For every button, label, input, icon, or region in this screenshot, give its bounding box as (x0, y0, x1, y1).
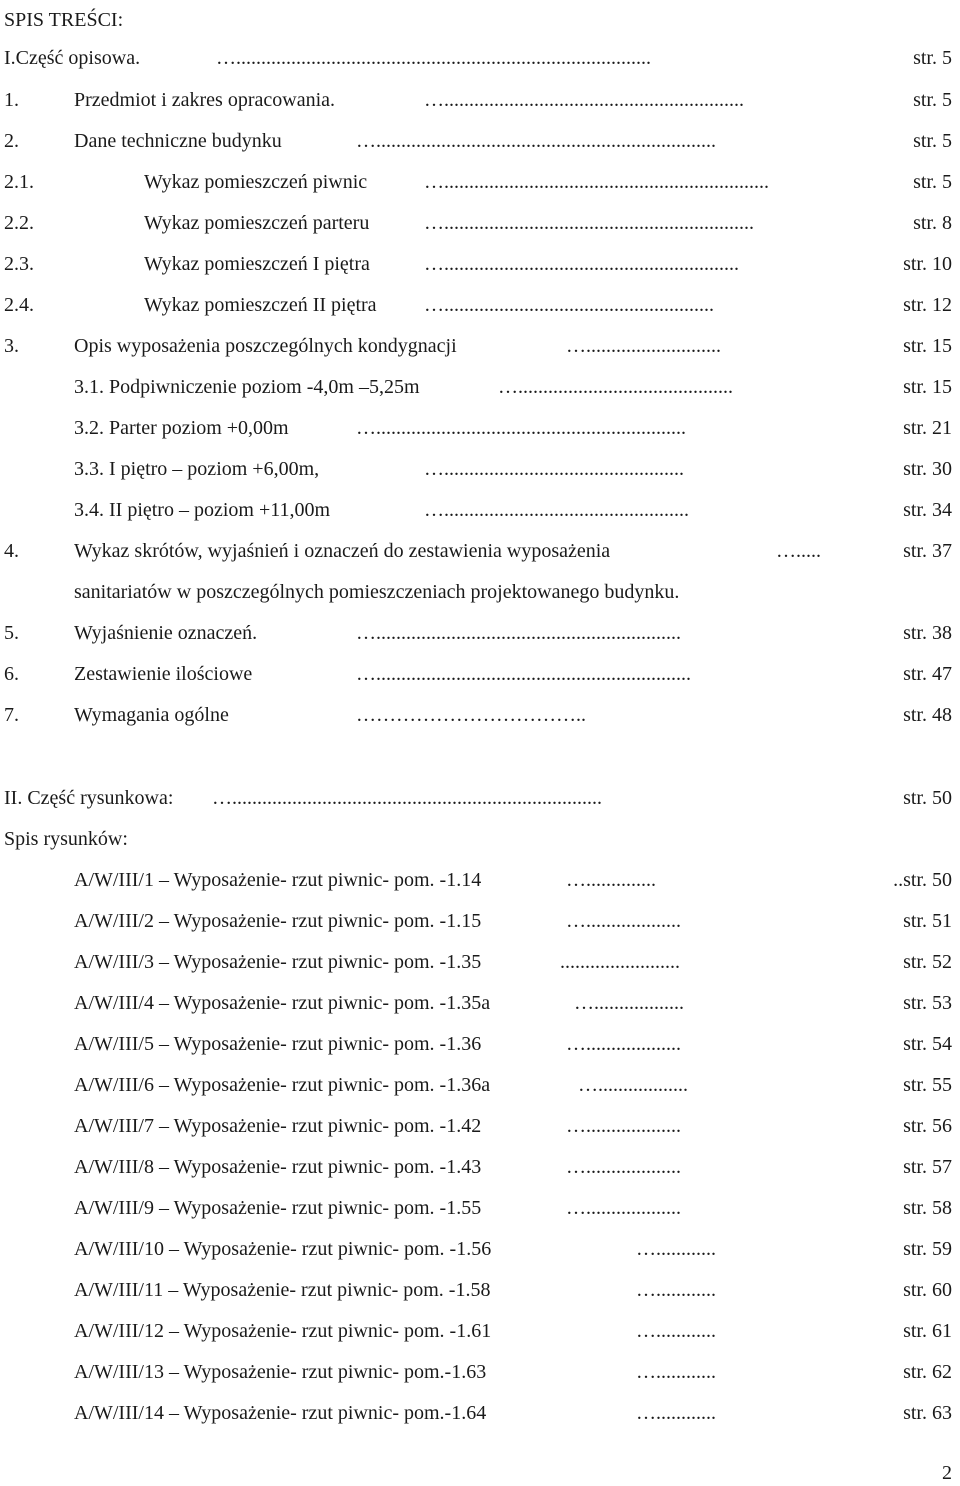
toc-entry (0, 496, 960, 524)
entry-leader: …............................................................... (356, 663, 691, 685)
drawing-page: str. 53 (903, 992, 952, 1014)
entry-leader: …............................................................. (356, 622, 681, 644)
drawing-entry (0, 1358, 960, 1386)
drawing-label: A/W/III/8 – Wyposażenie- rzut piwnic- pom. -1.43 (74, 1156, 482, 1178)
toc-entry-continuation (0, 578, 960, 606)
entry-page: str. 48 (903, 704, 952, 726)
entry-number: 2.1. (4, 171, 34, 193)
entry-label: Wymagania ogólne (74, 704, 229, 726)
drawing-label: A/W/III/11 – Wyposażenie- rzut piwnic- pom. -1.58 (74, 1279, 491, 1301)
entry-page: str. 5 (913, 89, 952, 111)
entry-page: str. 5 (913, 47, 952, 69)
drawing-entry (0, 1153, 960, 1181)
toc-entry (0, 701, 960, 729)
entry-page: str. 15 (903, 335, 952, 357)
drawing-label: A/W/III/3 – Wyposażenie- rzut piwnic- pom. -1.35 (74, 951, 482, 973)
entry-label: I.Część opisowa. (4, 47, 141, 69)
entry-number: 2.3. (4, 253, 34, 275)
drawing-entry (0, 1030, 960, 1058)
toc-heading: SPIS TREŚCI: (4, 9, 124, 31)
drawing-leader: …............ (636, 1238, 716, 1260)
entry-label: Wyjaśnienie oznaczeń. (74, 622, 258, 644)
entry-leader: …........................... (566, 335, 721, 357)
toc-entry (0, 86, 960, 114)
entry-continuation: sanitariatów w poszczególnych pomieszczeniach projektowanego budynku. (74, 581, 680, 603)
entry-number: 2.4. (4, 294, 34, 316)
drawing-label: A/W/III/12 – Wyposażenie- rzut piwnic- pom. -1.61 (74, 1320, 492, 1342)
drawing-entry (0, 948, 960, 976)
entry-page: str. 12 (903, 294, 952, 316)
entry-page: str. 5 (913, 171, 952, 193)
toc-entry (0, 455, 960, 483)
drawing-leader: …................... (566, 1197, 681, 1219)
drawing-page: str. 58 (903, 1197, 952, 1219)
drawing-leader: …............ (636, 1279, 716, 1301)
entry-number: 2.2. (4, 212, 34, 234)
entry-label: Wykaz pomieszczeń parteru (144, 212, 370, 234)
part2-leader: ….......................................................................... (212, 787, 602, 809)
toc-entry (0, 127, 960, 155)
drawing-leader: ........................ (560, 951, 680, 973)
entry-page: str. 37 (903, 540, 952, 562)
drawing-entry (0, 1235, 960, 1263)
drawing-label: A/W/III/7 – Wyposażenie- rzut piwnic- pom. -1.42 (74, 1115, 482, 1137)
entry-leader: …..... (776, 540, 821, 562)
drawing-entry (0, 1276, 960, 1304)
drawing-entry (0, 1071, 960, 1099)
drawing-label: A/W/III/13 – Wyposażenie- rzut piwnic- pom.-1.63 (74, 1361, 487, 1383)
toc-entry (0, 414, 960, 442)
entry-page: str. 38 (903, 622, 952, 644)
entry-leader: …................................................. (424, 499, 689, 521)
entry-leader: …........................................................... (424, 253, 739, 275)
part2-page: str. 50 (903, 787, 952, 809)
toc-entry (0, 209, 960, 237)
entry-page: str. 5 (913, 130, 952, 152)
entry-leader: …................................................................................... (216, 47, 651, 69)
entry-page: str. 15 (903, 376, 952, 398)
toc-part2 (0, 784, 960, 812)
drawing-entry (0, 866, 960, 894)
toc-entry (0, 332, 960, 360)
toc-entry (0, 537, 960, 565)
entry-number: 1. (4, 89, 19, 111)
drawing-page: str. 59 (903, 1238, 952, 1260)
entry-label: Wykaz skrótów, wyjaśnień i oznaczeń do zestawienia wyposażenia (74, 540, 611, 562)
entry-label: 3.4. II piętro – poziom +11,00m (74, 499, 331, 521)
drawing-entry (0, 907, 960, 935)
drawing-page: str. 52 (903, 951, 952, 973)
drawing-page: str. 51 (903, 910, 952, 932)
entry-leader: …................................................................. (424, 171, 769, 193)
drawing-page: str. 61 (903, 1320, 952, 1342)
drawing-label: A/W/III/9 – Wyposażenie- rzut piwnic- pom. -1.55 (74, 1197, 482, 1219)
drawing-leader: ….................. (574, 992, 684, 1014)
entry-leader: …............................................................ (424, 89, 744, 111)
drawings-heading: Spis rysunków: (4, 828, 128, 850)
entry-number: 5. (4, 622, 19, 644)
drawing-entry (0, 1194, 960, 1222)
drawing-leader: …................... (566, 1033, 681, 1055)
part2-label: II. Część rysunkowa: (4, 787, 174, 809)
entry-label: Wykaz pomieszczeń piwnic (144, 171, 368, 193)
drawing-leader: …................... (566, 1156, 681, 1178)
entry-page: str. 8 (913, 212, 952, 234)
entry-number: 4. (4, 540, 19, 562)
drawing-leader: …............ (636, 1361, 716, 1383)
toc-entry (0, 291, 960, 319)
entry-label: Opis wyposażenia poszczególnych kondygnacji (74, 335, 457, 357)
toc-entry (0, 44, 960, 72)
drawing-page: str. 62 (903, 1361, 952, 1383)
toc-entry (0, 619, 960, 647)
entry-label: Wykaz pomieszczeń I piętra (144, 253, 370, 275)
drawing-page: str. 55 (903, 1074, 952, 1096)
toc-entry (0, 250, 960, 278)
drawing-leader: ….............. (566, 869, 656, 891)
drawing-entry (0, 989, 960, 1017)
toc-heading-line (0, 6, 960, 34)
drawing-label: A/W/III/1 – Wyposażenie- rzut piwnic- pom. -1.14 (74, 869, 482, 891)
drawing-page: str. 63 (903, 1402, 952, 1424)
entry-page: str. 10 (903, 253, 952, 275)
drawing-page: str. 57 (903, 1156, 952, 1178)
drawing-entry (0, 1399, 960, 1427)
entry-number: 7. (4, 704, 19, 726)
drawing-label: A/W/III/5 – Wyposażenie- rzut piwnic- pom. -1.36 (74, 1033, 482, 1055)
toc-entry (0, 660, 960, 688)
entry-leader: …...................................................... (424, 294, 714, 316)
drawing-leader: …............ (636, 1402, 716, 1424)
drawing-leader: ….................. (578, 1074, 688, 1096)
toc-entry (0, 168, 960, 196)
entry-label: 3.2. Parter poziom +0,00m (74, 417, 289, 439)
entry-label: Przedmiot i zakres opracowania. (74, 89, 336, 111)
entry-label: 3.3. I piętro – poziom +6,00m, (74, 458, 320, 480)
drawing-leader: …................... (566, 910, 681, 932)
toc-entry (0, 373, 960, 401)
entry-leader: …................................................ (424, 458, 684, 480)
entry-number: 3. (4, 335, 19, 357)
entry-number: 6. (4, 663, 19, 685)
entry-page: str. 30 (903, 458, 952, 480)
entry-label: Wykaz pomieszczeń II piętra (144, 294, 377, 316)
drawing-entry (0, 1317, 960, 1345)
drawing-page: str. 60 (903, 1279, 952, 1301)
entry-page: str. 21 (903, 417, 952, 439)
drawing-leader: …................... (566, 1115, 681, 1137)
page-number: 2 (942, 1462, 952, 1484)
drawing-page: str. 56 (903, 1115, 952, 1137)
drawing-page: ..str. 50 (893, 869, 952, 891)
drawing-leader: …............ (636, 1320, 716, 1342)
drawing-label: A/W/III/10 – Wyposażenie- rzut piwnic- pom. -1.56 (74, 1238, 492, 1260)
drawings-heading-line (0, 825, 960, 853)
drawing-label: A/W/III/14 – Wyposażenie- rzut piwnic- pom.-1.64 (74, 1402, 487, 1424)
entry-page: str. 34 (903, 499, 952, 521)
entry-label: Dane techniczne budynku (74, 130, 282, 152)
entry-leader: …........................................... (498, 376, 733, 398)
drawing-label: A/W/III/2 – Wyposażenie- rzut piwnic- pom. -1.15 (74, 910, 482, 932)
drawing-entry (0, 1112, 960, 1140)
entry-leader: ….............................................................. (424, 212, 754, 234)
entry-leader: ….............................................................. (356, 417, 686, 439)
entry-label: Zestawienie ilościowe (74, 663, 253, 685)
drawing-label: A/W/III/4 – Wyposażenie- rzut piwnic- pom. -1.35a (74, 992, 491, 1014)
entry-leader: ….................................................................... (356, 130, 716, 152)
drawing-label: A/W/III/6 – Wyposażenie- rzut piwnic- pom. -1.36a (74, 1074, 491, 1096)
drawing-page: str. 54 (903, 1033, 952, 1055)
entry-page: str. 47 (903, 663, 952, 685)
entry-number: 2. (4, 130, 19, 152)
entry-label: 3.1. Podpiwniczenie poziom -4,0m –5,25m (74, 376, 420, 398)
entry-leader: …………………………….. (356, 704, 586, 726)
